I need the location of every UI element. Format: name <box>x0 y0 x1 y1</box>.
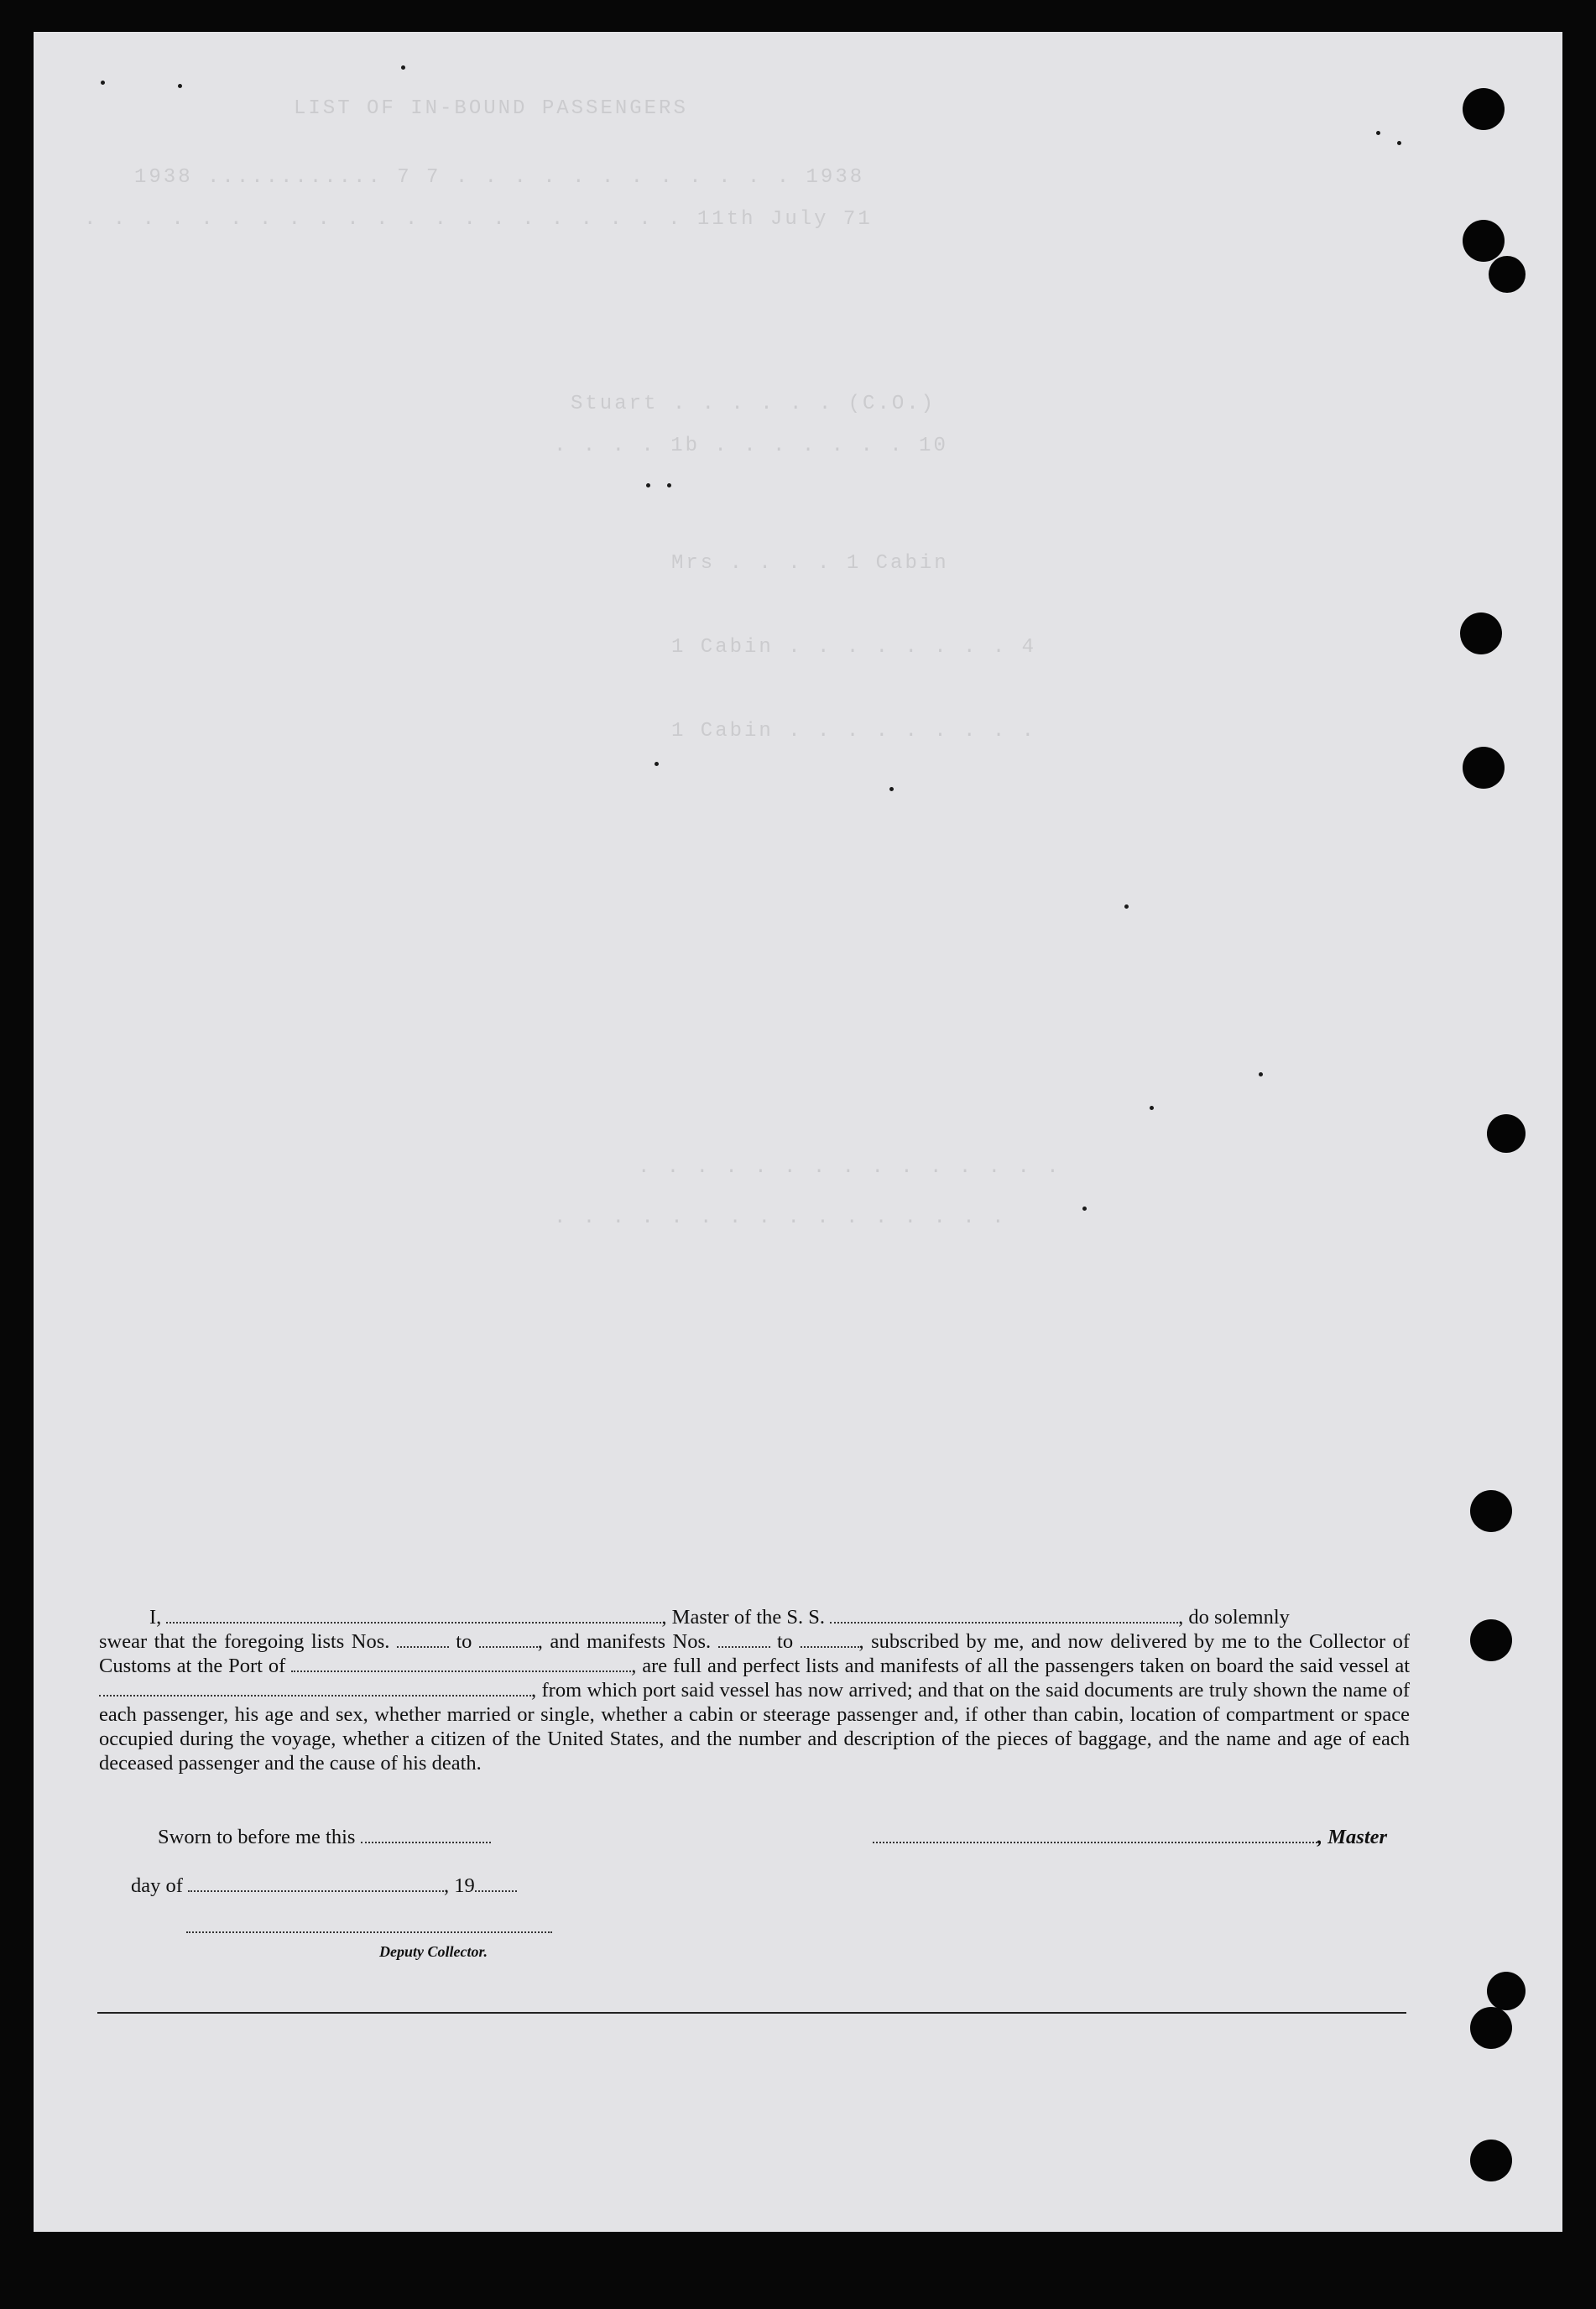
sworn-day-blank[interactable] <box>361 1827 491 1843</box>
day-of-line <box>131 1874 517 1898</box>
oath-body: port said vessel has now arrived; and that on the said documents are truly shown the name of each passenger, his age and sex, whether married or single, whether a cabin or steerage passenger and, if other than cabin, location of compartment or space occupied during the voyage, whether a citizen of the United States, and the number and description of the pieces of baggage, and the name and age of each deceased passenger and the cause of his death. <box>99 1679 1411 1775</box>
port-blank[interactable] <box>291 1655 631 1672</box>
oath-delivered: delivered by me to the Collector of Customs at the Port of <box>99 1630 1411 1677</box>
oath-manifests-all: manifests of all the passengers taken on board the said vessel at <box>879 1655 1411 1677</box>
day-of-label: day of <box>131 1874 183 1897</box>
master-signature-blank[interactable] <box>873 1827 1317 1843</box>
deputy-collector-label: Deputy Collector. <box>379 1943 488 1960</box>
binder-hole <box>1470 1619 1512 1661</box>
binder-hole <box>1470 1490 1512 1532</box>
oath-from-which: , from which <box>531 1679 638 1702</box>
bottom-rule <box>97 2012 1406 2014</box>
deputy-signature-blank[interactable] <box>186 1931 552 1933</box>
year-blank[interactable] <box>475 1875 517 1892</box>
oath-to-1: to <box>456 1630 472 1653</box>
vessel-at-blank[interactable] <box>99 1680 531 1697</box>
binder-hole <box>1489 256 1526 293</box>
binder-hole <box>1463 747 1505 789</box>
binder-hole <box>1463 220 1505 262</box>
year-prefix: , 19 <box>444 1874 475 1897</box>
binder-hole <box>1460 612 1502 654</box>
binder-hole <box>1463 88 1505 130</box>
oath-to-2: to <box>777 1630 794 1653</box>
oath-do-solemnly: , do solemnly <box>1178 1606 1290 1629</box>
master-signature-line <box>873 1826 1387 1849</box>
ship-name-blank[interactable] <box>830 1607 1178 1624</box>
lists-to-blank[interactable] <box>479 1631 538 1648</box>
lists-from-blank[interactable] <box>397 1631 449 1648</box>
oath-are-full: , are full and perfect lists and <box>631 1655 874 1677</box>
sworn-label: Sworn to before me this <box>158 1826 356 1848</box>
oath-paragraph <box>99 1605 1410 1775</box>
oath-swear: swear that the foregoing lists Nos. <box>99 1630 390 1653</box>
oath-i: I, <box>149 1606 162 1629</box>
document-page <box>34 32 1562 2232</box>
oath-subscribed: , subscribed by me, and now <box>858 1630 1103 1653</box>
oath-master-of: , Master of the S. S. <box>661 1606 826 1629</box>
oath-and-manifests: , and manifests Nos. <box>537 1630 712 1653</box>
binder-hole <box>1487 1972 1526 2010</box>
sworn-line <box>158 1826 491 1849</box>
binder-hole <box>1470 2140 1512 2181</box>
binder-hole <box>1487 1114 1526 1153</box>
master-name-blank[interactable] <box>166 1607 661 1624</box>
month-blank[interactable] <box>188 1875 444 1892</box>
manifests-to-blank[interactable] <box>801 1631 859 1648</box>
manifests-from-blank[interactable] <box>718 1631 770 1648</box>
reverse-side-bleed-through: LIST OF IN-BOUND PASSENGERS 1938 ............ 7 7 . . . . . . . . . . . . 1938 . . . . . . . . . . . . . . . . . . . . . 11th July 71 Stuart . . . . . . (C.O.) . . . . 1b . . . . . . . 10 Mrs . . . . 1 Cabin 1 Cabin . . . . . . . . 4 1 Cabin . . . . . . . . . . . . . . . . . . . . . . . . . . . . . . . . . . . . . . . . <box>84 97 1061 1229</box>
master-label: , Master <box>1317 1826 1388 1848</box>
binder-hole <box>1470 2007 1512 2049</box>
